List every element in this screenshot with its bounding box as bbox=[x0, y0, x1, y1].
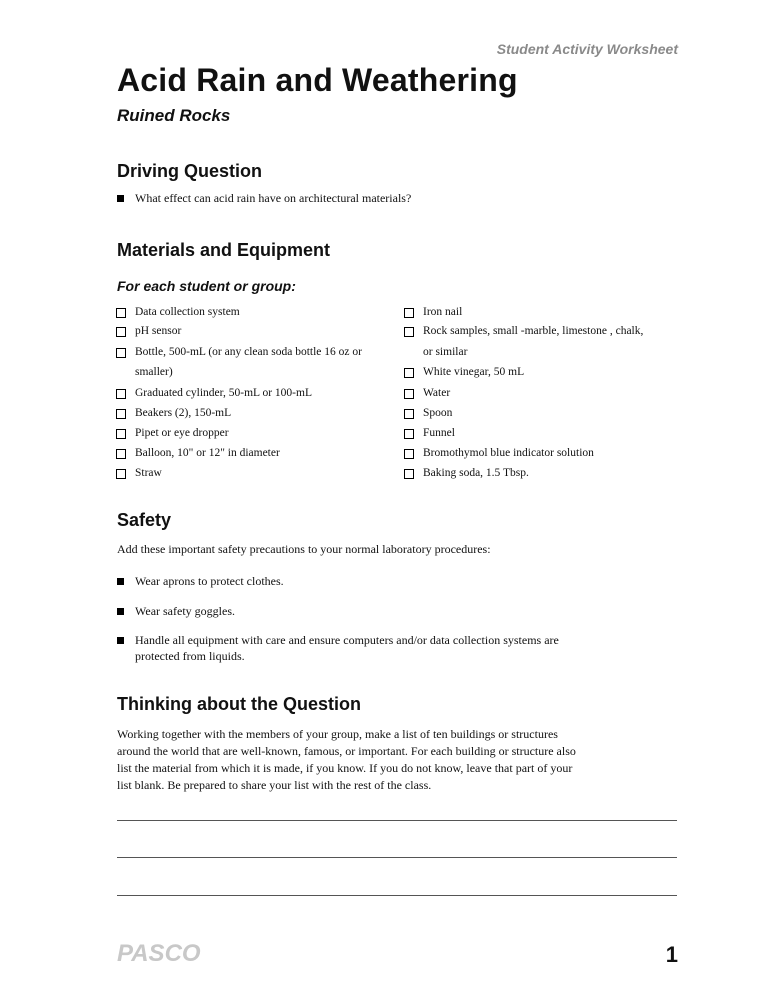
square-bullet-icon bbox=[117, 195, 124, 202]
square-bullet-icon bbox=[117, 637, 124, 644]
checkbox-icon bbox=[404, 308, 414, 318]
material-item: Spoon bbox=[423, 407, 453, 419]
checkbox-icon bbox=[404, 469, 414, 479]
material-item: Iron nail bbox=[423, 306, 463, 318]
material-item: pH sensor bbox=[135, 325, 182, 337]
materials-subheading: For each student or group: bbox=[117, 278, 296, 294]
materials-heading: Materials and Equipment bbox=[117, 240, 331, 260]
material-item: Bottle, 500-mL (or any clean soda bottle 16 oz or bbox=[135, 346, 362, 358]
safety-item: Handle all equipment with care and ensure computers and/or data collection systems are bbox=[135, 633, 559, 647]
square-bullet-icon bbox=[117, 578, 124, 585]
pasco-logo: PASCO bbox=[117, 940, 201, 967]
material-item: Rock samples, small -marble, limestone , chalk, bbox=[423, 325, 644, 337]
thinking-text-line: list blank. Be prepared to share your list with the rest of the class. bbox=[117, 778, 432, 792]
material-item: Beakers (2), 150-mL bbox=[135, 407, 232, 419]
page-title: Acid Rain and Weathering bbox=[117, 62, 518, 98]
safety-item: Wear aprons to protect clothes. bbox=[135, 574, 284, 588]
checkbox-icon bbox=[404, 409, 414, 419]
material-item: Balloon, 10" or 12" in diameter bbox=[135, 447, 280, 459]
checkbox-icon bbox=[116, 308, 126, 318]
checkbox-icon bbox=[116, 409, 126, 419]
material-item: White vinegar, 50 mL bbox=[423, 366, 525, 378]
material-item-continued: smaller) bbox=[135, 366, 173, 378]
thinking-heading: Thinking about the Question bbox=[117, 694, 361, 714]
square-bullet-icon bbox=[117, 608, 124, 615]
material-item: Straw bbox=[135, 467, 162, 479]
thinking-text-line: list the material from which it is made, if you know. If you do not know, leave that part of your bbox=[117, 761, 573, 775]
checkbox-icon bbox=[116, 348, 126, 358]
page-subtitle: Ruined Rocks bbox=[117, 106, 231, 125]
checkbox-icon bbox=[404, 449, 414, 459]
page-number: 1 bbox=[665, 942, 678, 967]
checkbox-icon bbox=[116, 389, 126, 399]
safety-item-continued: protected from liquids. bbox=[135, 649, 245, 663]
material-item: Water bbox=[423, 387, 451, 399]
safety-intro: Add these important safety precautions to your normal laboratory procedures: bbox=[117, 542, 491, 556]
material-item: Data collection system bbox=[135, 306, 240, 318]
safety-item: Wear safety goggles. bbox=[135, 604, 235, 618]
material-item: Graduated cylinder, 50-mL or 100-mL bbox=[135, 387, 312, 399]
worksheet-type-label: Student Activity Worksheet bbox=[496, 41, 678, 57]
checkbox-icon bbox=[116, 429, 126, 439]
material-item: Bromothymol blue indicator solution bbox=[423, 447, 594, 459]
checkbox-icon bbox=[404, 327, 414, 337]
safety-heading: Safety bbox=[117, 510, 172, 530]
checkbox-icon bbox=[116, 327, 126, 337]
checkbox-icon bbox=[116, 469, 126, 479]
thinking-text-line: Working together with the members of your group, make a list of ten buildings or structures bbox=[117, 727, 558, 741]
answer-line[interactable] bbox=[117, 820, 677, 821]
material-item: Baking soda, 1.5 Tbsp. bbox=[423, 467, 529, 479]
thinking-text-line: around the world that are well-known, famous, or important. For each building or structure also bbox=[117, 744, 576, 758]
answer-line[interactable] bbox=[117, 895, 677, 896]
material-item-continued: or similar bbox=[423, 346, 468, 358]
checkbox-icon bbox=[404, 389, 414, 399]
material-item: Funnel bbox=[423, 427, 455, 439]
driving-question-heading: Driving Question bbox=[117, 161, 263, 181]
answer-line[interactable] bbox=[117, 857, 677, 858]
driving-question-text: What effect can acid rain have on architectural materials? bbox=[135, 191, 412, 205]
checkbox-icon bbox=[404, 429, 414, 439]
checkbox-icon bbox=[116, 449, 126, 459]
material-item: Pipet or eye dropper bbox=[135, 427, 229, 439]
checkbox-icon bbox=[404, 368, 414, 378]
